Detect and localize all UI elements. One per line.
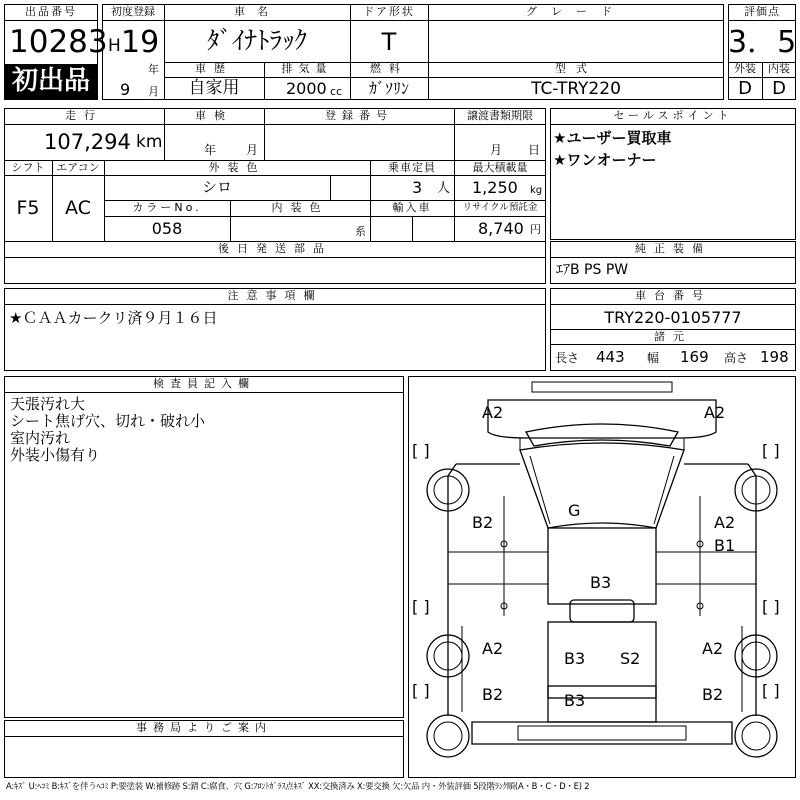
transfer-day-unit: 日 (528, 143, 541, 157)
inspection-month-unit: 月 (246, 143, 259, 157)
aircon-value: AC (65, 197, 91, 219)
mark-roof: B3 (590, 573, 612, 592)
first-listing-badge-text: 初出品 (11, 66, 90, 96)
chassis-label: 車台番号 (635, 289, 711, 302)
fuel-value: ｶﾞｿﾘﾝ (368, 79, 409, 98)
sales-point-1: ★ユーザー買取車 (553, 129, 672, 147)
bracket-right-3: [ ] (762, 681, 780, 700)
capacity-value: 3 (412, 178, 423, 197)
recycle-value: 8,740 (478, 219, 524, 238)
car-name-label: 車名 (234, 5, 280, 18)
mileage-value: 107,294 (44, 130, 131, 154)
bracket-left-2: [ ] (412, 597, 430, 616)
interior-color-suffix: 系 (355, 225, 366, 238)
fuel-label: 燃料 (370, 62, 408, 75)
capacity-label: 乗車定員 (388, 161, 436, 174)
transfer-label: 譲渡書類期限 (467, 109, 533, 122)
mileage-unit: km (136, 132, 163, 152)
mark-right-front-door-bottom: B1 (714, 536, 736, 555)
mark-rear: B3 (564, 691, 586, 710)
inspection-year-unit: 年 (204, 143, 217, 157)
history-label: 車歴 (195, 62, 233, 75)
sales-points-label: セールスポイント (613, 109, 733, 122)
lot-number: 10283 (9, 24, 108, 60)
mark-bed-right: S2 (620, 649, 641, 668)
exterior-color-label: 外装色 (208, 161, 266, 174)
mark-left-front-door: B2 (472, 513, 494, 532)
inspection-label: 車検 (195, 109, 233, 122)
mark-bed-left: B3 (564, 649, 586, 668)
front-view-shape (488, 400, 716, 438)
mark-right-front-door-top: A2 (714, 513, 736, 532)
model-label: 型式 (555, 62, 597, 75)
length-label: 長さ (555, 351, 580, 365)
score-value: 3．5 (728, 25, 797, 60)
office-label: 事務局よりご案内 (136, 721, 272, 734)
notes-label: 注意事項欄 (227, 289, 323, 302)
mileage-label: 走行 (65, 109, 103, 122)
inspector-line-1: 天張汚れ大 (10, 395, 86, 413)
registration-month: 9 (120, 80, 131, 99)
mark-left-rear-bottom: B2 (482, 685, 504, 704)
exterior-score: D (738, 78, 752, 99)
recycle-unit: 円 (530, 223, 541, 236)
height-label: 高さ (724, 351, 749, 365)
shift-value: F5 (16, 197, 40, 219)
sales-point-2: ★ワンオーナー (553, 151, 657, 169)
cab-outline (448, 464, 756, 626)
transfer-month-unit: 月 (490, 143, 503, 157)
legend-text: A:ｷｽﾞ U:ﾍｺﾐ B:ｷｽﾞを伴うﾍｺﾐ P:要塗装 W:補修跡 S:錆 C:腐食、穴 G:ﾌﾛﾝﾄｶﾞﾗｽ点ｷｽﾞ XX:交換済み X:要交換 欠:欠品 内・外装評価 5段階ﾗﾝｸ順(A・B・C・D・E) 2 (6, 781, 590, 791)
mark-left-rear-top: A2 (482, 639, 504, 658)
notes-value: ★ＣＡＡカークリ済９月１６日 (9, 309, 218, 327)
bracket-right-1: [ ] (762, 441, 780, 460)
mark-top-left: A2 (482, 403, 504, 422)
genuine-equipment-value: ｴｱB PS PW (556, 262, 629, 278)
capacity-unit: 人 (437, 181, 451, 196)
chassis-value: TRY220-0105777 (604, 308, 742, 327)
front-bumper-shape (532, 382, 672, 392)
genuine-equipment-label: 純正装備 (635, 242, 711, 255)
hood-shape (520, 443, 684, 528)
shift-label: シフト (11, 161, 45, 174)
mark-right-rear-top: A2 (702, 639, 724, 658)
registration-year-unit: 年 (148, 63, 159, 76)
later-parts-label: 後日発送部品 (218, 242, 332, 255)
car-name-value: ﾀﾞｲﾅﾄﾗｯｸ (206, 26, 307, 55)
bracket-left-1: [ ] (412, 441, 430, 460)
reg-number-label: 登録番号 (325, 109, 393, 122)
interior-score: D (772, 78, 786, 99)
dimensions-label: 諸元 (654, 330, 692, 343)
registration-label: 初度登録 (111, 5, 155, 18)
exterior-score-label: 外装 (734, 62, 756, 75)
registration-month-unit: 月 (148, 85, 159, 98)
exterior-color-value: シロ (201, 178, 232, 196)
height-value: 198 (760, 348, 789, 366)
bracket-right-2: [ ] (762, 597, 780, 616)
mark-top-right: A2 (704, 403, 726, 422)
mark-right-rear-bottom: B2 (702, 685, 724, 704)
sales-points-box (550, 108, 796, 240)
displacement-value: 2000 (286, 79, 327, 98)
color-no-value: 058 (151, 219, 183, 238)
inspector-line-4: 外装小傷有り (10, 446, 101, 464)
grade-label: グレード (526, 5, 626, 18)
roof-shape (548, 528, 656, 604)
bracket-left-3: [ ] (412, 681, 430, 700)
inspector-label: 検査員記入欄 (153, 377, 255, 390)
registration-year: 19 (121, 25, 160, 60)
score-label: 評価点 (744, 5, 780, 18)
length-value: 443 (596, 348, 625, 366)
displacement-unit: cc (330, 85, 343, 98)
max-load-unit: kg (530, 185, 543, 196)
registration-era: H (108, 36, 121, 56)
mark-front: G (568, 501, 581, 520)
vehicle-diagram (408, 376, 796, 778)
lot-label: 出品番号 (25, 5, 77, 18)
aircon-label: エアコン (56, 161, 100, 174)
inspector-line-2: シート焦げ穴、切れ・破れ小 (10, 412, 206, 430)
displacement-label: 排気量 (281, 62, 333, 75)
width-label: 幅 (647, 351, 660, 365)
rear-window-shape (570, 600, 634, 622)
door-label: ドア形状 (363, 5, 415, 18)
max-load-label: 最大積載量 (472, 161, 528, 174)
recycle-label: リサイクル預託金 (462, 202, 538, 213)
door-value: T (381, 28, 397, 56)
import-label: 輸入車 (392, 201, 432, 214)
history-value: 自家用 (188, 78, 240, 98)
color-no-label: カラーNo. (132, 201, 202, 214)
model-value: TC-TRY220 (531, 79, 621, 99)
interior-color-label: 内装色 (271, 201, 329, 214)
inspector-line-3: 室内汚れ (10, 429, 71, 447)
width-value: 169 (680, 348, 709, 366)
max-load-value: 1,250 (472, 178, 518, 197)
interior-score-label: 内装 (768, 62, 790, 75)
